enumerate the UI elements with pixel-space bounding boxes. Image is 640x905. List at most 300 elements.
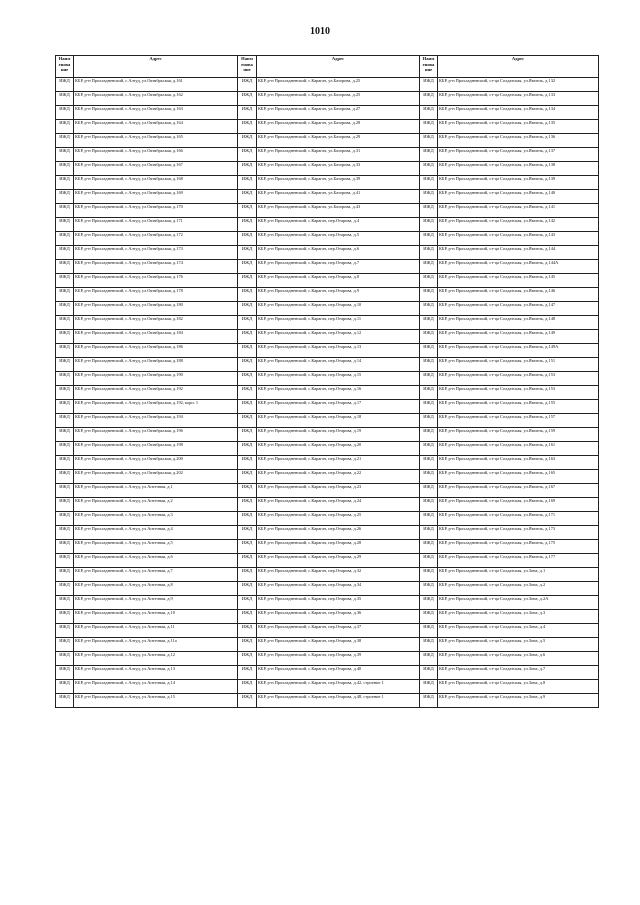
address-cell: КБР, р-н Прохладненский, ст-ца Солдатская, ул.Ямпель, д.139 <box>438 176 599 190</box>
address-cell: КБР, р-н Прохладненский, ст-ца Солдатская, ул.Ямпель, д.177 <box>438 554 599 568</box>
address-cell: КБР, р-н Прохладненский, ст-ца Солдатская, ул.Зона, д.5 <box>438 638 599 652</box>
building-type-cell: ИЖД <box>56 582 74 596</box>
address-cell: КБР, р-н Прохладненский, с.Алтуд, ул.Октябрьская, д.196 <box>74 428 238 442</box>
building-type-cell: ИЖД <box>238 526 257 540</box>
building-type-cell: ИЖД <box>56 148 74 162</box>
address-cell: КБР, р-н Прохладненский, с.Карагач, пер.Отарова, д.9 <box>257 288 420 302</box>
address-cell: КБР, р-н Прохладненский, с.Карагач, пер.Отарова, д.42, строение 1 <box>257 680 420 694</box>
table-row <box>56 246 599 260</box>
address-table-container <box>55 55 598 708</box>
building-type-cell: ИЖД <box>56 498 74 512</box>
building-type-cell: ИЖД <box>420 344 438 358</box>
address-cell: КБР, р-н Прохладненский, ст-ца Солдатская, ул.Зона, д.8 <box>438 680 599 694</box>
header-type-3: Наим енова ние <box>420 56 438 78</box>
building-type-cell: ИЖД <box>56 232 74 246</box>
address-cell: КБР, р-н Прохладненский, ст-ца Солдатская, ул.Ямпель, д.143 <box>438 232 599 246</box>
address-cell: КБР, р-н Прохладненский, ст-ца Солдатская, ул.Ямпель, д.145 <box>438 274 599 288</box>
address-cell: КБР, р-н Прохладненский, с.Карагач, пер.Отарова, д.15 <box>257 372 420 386</box>
table-row <box>56 218 599 232</box>
building-type-cell: ИЖД <box>56 120 74 134</box>
address-cell: КБР, р-н Прохладненский, ст-ца Солдатская, ул.Зона, д.1 <box>438 568 599 582</box>
table-row <box>56 106 599 120</box>
building-type-cell: ИЖД <box>238 428 257 442</box>
address-cell: КБР, р-н Прохладненский, с.Алтуд, ул.Октябрьская, д.168 <box>74 176 238 190</box>
header-type-2: Наим енова ние <box>238 56 257 78</box>
address-cell: КБР, р-н Прохладненский, ст-ца Солдатская, ул.Ямпель, д.132 <box>438 78 599 92</box>
address-cell: КБР, р-н Прохладненский, с.Карагач, пер.Отарова, д.28 <box>257 540 420 554</box>
building-type-cell: ИЖД <box>238 288 257 302</box>
building-type-cell: ИЖД <box>56 456 74 470</box>
address-cell: КБР, р-н Прохладненский, с.Карагач, пер.Отарова, д.35 <box>257 596 420 610</box>
address-cell: КБР, р-н Прохладненский, с.Алтуд, ул.Октябрьская, д.170 <box>74 204 238 218</box>
address-cell: КБР, р-н Прохладненский, с.Алтуд, ул.Октябрьская, д.200 <box>74 456 238 470</box>
address-cell: КБР, р-н Прохладненский, с.Карагач, пер.Отарова, д.26 <box>257 526 420 540</box>
building-type-cell: ИЖД <box>56 526 74 540</box>
address-cell: КБР, р-н Прохладненский, с.Алтуд, ул.Октябрьская, д.174 <box>74 260 238 274</box>
building-type-cell: ИЖД <box>420 400 438 414</box>
address-cell: КБР, р-н Прохладненский, ст-ца Солдатская, ул.Ямпель, д.142 <box>438 218 599 232</box>
address-cell: КБР, р-н Прохладненский, с.Алтуд, ул.Октябрьская, д.202 <box>74 470 238 484</box>
building-type-cell: ИЖД <box>238 582 257 596</box>
building-type-cell: ИЖД <box>56 414 74 428</box>
address-cell: КБР, р-н Прохладненский, с.Карагач, пер.Отарова, д.17 <box>257 400 420 414</box>
table-row <box>56 134 599 148</box>
building-type-cell: ИЖД <box>420 484 438 498</box>
address-cell: КБР, р-н Прохладненский, с.Карагач, ул.Базорова, д.41 <box>257 190 420 204</box>
address-cell: КБР, р-н Прохладненский, с.Карагач, пер.Отарова, д.32 <box>257 568 420 582</box>
building-type-cell: ИЖД <box>56 176 74 190</box>
address-cell: КБР, р-н Прохладненский, с.Карагач, пер.Отарова, д.12 <box>257 330 420 344</box>
address-cell: КБР, р-н Прохладненский, с.Карагач, ул.Базорова, д.29 <box>257 134 420 148</box>
building-type-cell: ИЖД <box>56 428 74 442</box>
table-row <box>56 428 599 442</box>
address-cell: КБР, р-н Прохладненский, с.Алтуд, ул.Аптечная, д.1 <box>74 484 238 498</box>
address-cell: КБР, р-н Прохладненский, с.Алтуд, ул.Октябрьская, д.182 <box>74 316 238 330</box>
address-cell: КБР, р-н Прохладненский, с.Алтуд, ул.Октябрьская, д.165 <box>74 134 238 148</box>
address-cell: КБР, р-н Прохладненский, с.Карагач, пер.Отарова, д.8 <box>257 274 420 288</box>
building-type-cell: ИЖД <box>420 512 438 526</box>
address-cell: КБР, р-н Прохладненский, ст-ца Солдатская, ул.Ямпель, д.133 <box>438 92 599 106</box>
address-cell: КБР, р-н Прохладненский, с.Карагач, пер.Отарова, д.6 <box>257 246 420 260</box>
building-type-cell: ИЖД <box>420 596 438 610</box>
building-type-cell: ИЖД <box>238 610 257 624</box>
header-address-3: Адрес <box>438 56 599 78</box>
address-cell: КБР, р-н Прохладненский, с.Алтуд, ул.Аптечная, д.15 <box>74 694 238 708</box>
building-type-cell: ИЖД <box>56 694 74 708</box>
page-number: 1010 <box>310 26 330 37</box>
building-type-cell: ИЖД <box>238 652 257 666</box>
building-type-cell: ИЖД <box>420 526 438 540</box>
building-type-cell: ИЖД <box>420 372 438 386</box>
address-cell: КБР, р-н Прохладненский, с.Алтуд, ул.Октябрьская, д.192 <box>74 386 238 400</box>
address-cell: КБР, р-н Прохладненский, ст-ца Солдатская, ул.Ямпель, д.153 <box>438 372 599 386</box>
building-type-cell: ИЖД <box>238 302 257 316</box>
building-type-cell: ИЖД <box>238 330 257 344</box>
table-row <box>56 358 599 372</box>
building-type-cell: ИЖД <box>420 176 438 190</box>
address-cell: КБР, р-н Прохладненский, с.Карагач, ул.Базорова, д.39 <box>257 176 420 190</box>
address-cell: КБР, р-н Прохладненский, ст-ца Солдатская, ул.Ямпель, д.144 <box>438 246 599 260</box>
building-type-cell: ИЖД <box>420 218 438 232</box>
address-cell: КБР, р-н Прохладненский, с.Алтуд, ул.Октябрьская, д.194 <box>74 414 238 428</box>
address-cell: КБР, р-н Прохладненский, с.Карагач, пер.Отарова, д.20 <box>257 442 420 456</box>
table-row <box>56 694 599 708</box>
address-cell: КБР, р-н Прохладненский, ст-ца Солдатская, ул.Зона, д.6 <box>438 652 599 666</box>
building-type-cell: ИЖД <box>238 190 257 204</box>
table-row <box>56 414 599 428</box>
address-cell: КБР, р-н Прохладненский, ст-ца Солдатская, ул.Ямпель, д.157 <box>438 414 599 428</box>
address-cell: КБР, р-н Прохладненский, с.Алтуд, ул.Аптечная, д.8 <box>74 582 238 596</box>
building-type-cell: ИЖД <box>238 162 257 176</box>
table-row <box>56 666 599 680</box>
building-type-cell: ИЖД <box>56 316 74 330</box>
address-cell: КБР, р-н Прохладненский, с.Алтуд, ул.Аптечная, д.11 <box>74 624 238 638</box>
building-type-cell: ИЖД <box>420 498 438 512</box>
address-cell: КБР, р-н Прохладненский, ст-ца Солдатская, ул.Ямпель, д.169 <box>438 498 599 512</box>
address-cell: КБР, р-н Прохладненский, с.Алтуд, ул.Аптечная, д.11а <box>74 638 238 652</box>
building-type-cell: ИЖД <box>56 246 74 260</box>
building-type-cell: ИЖД <box>56 400 74 414</box>
address-cell: КБР, р-н Прохладненский, с.Карагач, пер.Отарова, д.25 <box>257 512 420 526</box>
address-cell: КБР, р-н Прохладненский, с.Алтуд, ул.Октябрьская, д.173 <box>74 246 238 260</box>
address-cell: КБР, р-н Прохладненский, с.Алтуд, ул.Аптечная, д.7 <box>74 568 238 582</box>
address-cell: КБР, р-н Прохладненский, ст-ца Солдатская, ул.Ямпель, д.171 <box>438 512 599 526</box>
building-type-cell: ИЖД <box>56 330 74 344</box>
building-type-cell: ИЖД <box>56 386 74 400</box>
building-type-cell: ИЖД <box>420 694 438 708</box>
building-type-cell: ИЖД <box>420 92 438 106</box>
table-row <box>56 484 599 498</box>
table-row <box>56 176 599 190</box>
table-row <box>56 512 599 526</box>
building-type-cell: ИЖД <box>56 302 74 316</box>
address-cell: КБР, р-н Прохладненский, ст-ца Солдатская, ул.Зона, д.2 <box>438 582 599 596</box>
address-cell: КБР, р-н Прохладненский, с.Карагач, пер.Отарова, д.24 <box>257 498 420 512</box>
address-cell: КБР, р-н Прохладненский, с.Алтуд, ул.Октябрьская, д.162 <box>74 92 238 106</box>
table-row <box>56 582 599 596</box>
table-row <box>56 204 599 218</box>
table-row <box>56 526 599 540</box>
address-cell: КБР, р-н Прохладненский, с.Алтуд, ул.Октябрьская, д.198 <box>74 442 238 456</box>
address-cell: КБР, р-н Прохладненский, с.Карагач, пер.Отарова, д.36 <box>257 610 420 624</box>
building-type-cell: ИЖД <box>238 638 257 652</box>
table-row <box>56 624 599 638</box>
building-type-cell: ИЖД <box>56 442 74 456</box>
address-cell: КБР, р-н Прохладненский, с.Алтуд, ул.Аптечная, д.12 <box>74 652 238 666</box>
building-type-cell: ИЖД <box>238 596 257 610</box>
building-type-cell: ИЖД <box>56 638 74 652</box>
table-row <box>56 120 599 134</box>
building-type-cell: ИЖД <box>420 232 438 246</box>
table-row <box>56 498 599 512</box>
building-type-cell: ИЖД <box>56 204 74 218</box>
building-type-cell: ИЖД <box>238 218 257 232</box>
table-body <box>56 78 599 708</box>
address-cell: КБР, р-н Прохладненский, с.Карагач, пер.Отарова, д.21 <box>257 456 420 470</box>
building-type-cell: ИЖД <box>56 540 74 554</box>
address-cell: КБР, р-н Прохладненский, с.Алтуд, ул.Октябрьская, д.172 <box>74 232 238 246</box>
building-type-cell: ИЖД <box>420 540 438 554</box>
building-type-cell: ИЖД <box>420 78 438 92</box>
address-cell: КБР, р-н Прохладненский, с.Алтуд, ул.Октябрьская, д.184 <box>74 330 238 344</box>
address-cell: КБР, р-н Прохладненский, ст-ца Солдатская, ул.Ямпель, д.148 <box>438 316 599 330</box>
building-type-cell: ИЖД <box>238 400 257 414</box>
table-row <box>56 162 599 176</box>
table-header-row <box>56 56 599 78</box>
address-cell: КБР, р-н Прохладненский, с.Карагач, пер.Отарова, д.34 <box>257 582 420 596</box>
building-type-cell: ИЖД <box>238 120 257 134</box>
address-cell: КБР, р-н Прохладненский, с.Алтуд, ул.Октябрьская, д.164 <box>74 120 238 134</box>
building-type-cell: ИЖД <box>238 232 257 246</box>
building-type-cell: ИЖД <box>238 624 257 638</box>
building-type-cell: ИЖД <box>56 624 74 638</box>
building-type-cell: ИЖД <box>238 554 257 568</box>
address-cell: КБР, р-н Прохладненский, ст-ца Солдатская, ул.Ямпель, д.138 <box>438 162 599 176</box>
header-address-2: Адрес <box>257 56 420 78</box>
address-cell: КБР, р-н Прохладненский, ст-ца Солдатская, ул.Ямпель, д.135 <box>438 120 599 134</box>
table-row <box>56 470 599 484</box>
building-type-cell: ИЖД <box>238 498 257 512</box>
building-type-cell: ИЖД <box>238 540 257 554</box>
building-type-cell: ИЖД <box>420 442 438 456</box>
address-cell: КБР, р-н Прохладненский, ст-ца Солдатская, ул.Ямпель, д.175 <box>438 540 599 554</box>
building-type-cell: ИЖД <box>56 288 74 302</box>
building-type-cell: ИЖД <box>56 162 74 176</box>
address-cell: КБР, р-н Прохладненский, с.Карагач, ул.Базорова, д.28 <box>257 120 420 134</box>
building-type-cell: ИЖД <box>420 456 438 470</box>
address-cell: КБР, р-н Прохладненский, ст-ца Солдатская, ул.Ямпель, д.136 <box>438 134 599 148</box>
building-type-cell: ИЖД <box>420 386 438 400</box>
building-type-cell: ИЖД <box>56 470 74 484</box>
address-cell: КБР, р-н Прохладненский, ст-ца Солдатская, ул.Ямпель, д.144А <box>438 260 599 274</box>
table-row <box>56 302 599 316</box>
building-type-cell: ИЖД <box>238 176 257 190</box>
building-type-cell: ИЖД <box>420 666 438 680</box>
address-cell: КБР, р-н Прохладненский, ст-ца Солдатская, ул.Ямпель, д.149А <box>438 344 599 358</box>
building-type-cell: ИЖД <box>420 302 438 316</box>
building-type-cell: ИЖД <box>56 372 74 386</box>
address-cell: КБР, р-н Прохладненский, ст-ца Солдатская, ул.Ямпель, д.173 <box>438 526 599 540</box>
address-cell: КБР, р-н Прохладненский, с.Алтуд, ул.Аптечная, д.3 <box>74 512 238 526</box>
table-row <box>56 274 599 288</box>
building-type-cell: ИЖД <box>420 106 438 120</box>
building-type-cell: ИЖД <box>56 568 74 582</box>
table-row <box>56 232 599 246</box>
address-cell: КБР, р-н Прохладненский, ст-ца Солдатская, ул.Ямпель, д.159 <box>438 428 599 442</box>
address-cell: КБР, р-н Прохладненский, с.Алтуд, ул.Аптечная, д.14 <box>74 680 238 694</box>
header-type-1: Наим енова ние <box>56 56 74 78</box>
building-type-cell: ИЖД <box>238 442 257 456</box>
building-type-cell: ИЖД <box>56 260 74 274</box>
building-type-cell: ИЖД <box>420 190 438 204</box>
table-row <box>56 92 599 106</box>
building-type-cell: ИЖД <box>420 204 438 218</box>
table-row <box>56 400 599 414</box>
table-row <box>56 288 599 302</box>
building-type-cell: ИЖД <box>238 358 257 372</box>
address-cell: КБР, р-н Прохладненский, ст-ца Солдатская, ул.Зона, д.7 <box>438 666 599 680</box>
building-type-cell: ИЖД <box>238 568 257 582</box>
table-row <box>56 260 599 274</box>
building-type-cell: ИЖД <box>238 372 257 386</box>
address-cell: КБР, р-н Прохладненский, с.Карагач, пер.Отарова, д.37 <box>257 624 420 638</box>
address-cell: КБР, р-н Прохладненский, с.Карагач, пер.Отарова, д.16 <box>257 386 420 400</box>
building-type-cell: ИЖД <box>238 666 257 680</box>
building-type-cell: ИЖД <box>420 288 438 302</box>
address-cell: КБР, р-н Прохладненский, ст-ца Солдатская, ул.Зона, д.4 <box>438 624 599 638</box>
building-type-cell: ИЖД <box>420 582 438 596</box>
address-cell: КБР, р-н Прохладненский, с.Карагач, ул.Базорова, д.25 <box>257 92 420 106</box>
building-type-cell: ИЖД <box>420 120 438 134</box>
table-row <box>56 680 599 694</box>
address-cell: КБР, р-н Прохладненский, с.Алтуд, ул.Октябрьская, д.161 <box>74 78 238 92</box>
building-type-cell: ИЖД <box>420 316 438 330</box>
address-cell: КБР, р-н Прохладненский, с.Алтуд, ул.Октябрьская, д.166 <box>74 148 238 162</box>
building-type-cell: ИЖД <box>238 344 257 358</box>
building-type-cell: ИЖД <box>56 106 74 120</box>
building-type-cell: ИЖД <box>56 596 74 610</box>
address-cell: КБР, р-н Прохладненский, с.Карагач, пер.Отарова, д.48, строение 1 <box>257 694 420 708</box>
address-cell: КБР, р-н Прохладненский, ст-ца Солдатская, ул.Зона, д.9 <box>438 694 599 708</box>
building-type-cell: ИЖД <box>238 680 257 694</box>
address-cell: КБР, р-н Прохладненский, с.Карагач, пер.Отарова, д.14 <box>257 358 420 372</box>
address-cell: КБР, р-н Прохладненский, с.Карагач, пер.Отарова, д.11 <box>257 316 420 330</box>
address-cell: КБР, р-н Прохладненский, с.Карагач, пер.Отарова, д.39 <box>257 652 420 666</box>
address-cell: КБР, р-н Прохладненский, с.Алтуд, ул.Октябрьская, д.186 <box>74 344 238 358</box>
address-cell: КБР, р-н Прохладненский, ст-ца Солдатская, ул.Зона, д.2А <box>438 596 599 610</box>
address-cell: КБР, р-н Прохладненский, с.Карагач, пер.Отарова, д.7 <box>257 260 420 274</box>
address-cell: КБР, р-н Прохладненский, с.Карагач, ул.Базорова, д.27 <box>257 106 420 120</box>
address-cell: КБР, р-н Прохладненский, с.Алтуд, ул.Октябрьская, д.178 <box>74 288 238 302</box>
table-row <box>56 190 599 204</box>
building-type-cell: ИЖД <box>420 652 438 666</box>
address-cell: КБР, р-н Прохладненский, с.Алтуд, ул.Аптечная, д.4 <box>74 526 238 540</box>
building-type-cell: ИЖД <box>238 386 257 400</box>
address-cell: КБР, р-н Прохладненский, ст-ца Солдатская, ул.Ямпель, д.141 <box>438 204 599 218</box>
address-cell: КБР, р-н Прохладненский, с.Карагач, пер.Отарова, д.38 <box>257 638 420 652</box>
table-row <box>56 540 599 554</box>
address-cell: КБР, р-н Прохладненский, ст-ца Солдатская, ул.Зона, д.3 <box>438 610 599 624</box>
address-cell: КБР, р-н Прохладненский, ст-ца Солдатская, ул.Ямпель, д.134 <box>438 106 599 120</box>
building-type-cell: ИЖД <box>238 484 257 498</box>
table-row <box>56 610 599 624</box>
building-type-cell: ИЖД <box>238 106 257 120</box>
address-cell: КБР, р-н Прохладненский, ст-ца Солдатская, ул.Ямпель, д.167 <box>438 484 599 498</box>
building-type-cell: ИЖД <box>420 680 438 694</box>
address-cell: КБР, р-н Прохладненский, ст-ца Солдатская, ул.Ямпель, д.149 <box>438 330 599 344</box>
table-row <box>56 652 599 666</box>
address-cell: КБР, р-н Прохладненский, ст-ца Солдатская, ул.Ямпель, д.137 <box>438 148 599 162</box>
address-cell: КБР, р-н Прохладненский, с.Алтуд, ул.Октябрьская, д.188 <box>74 358 238 372</box>
building-type-cell: ИЖД <box>420 624 438 638</box>
building-type-cell: ИЖД <box>238 134 257 148</box>
address-cell: КБР, р-н Прохладненский, с.Карагач, пер.Отарова, д.23 <box>257 484 420 498</box>
building-type-cell: ИЖД <box>238 148 257 162</box>
address-cell: КБР, р-н Прохладненский, с.Алтуд, ул.Октябрьская, д.192, корп. 1 <box>74 400 238 414</box>
building-type-cell: ИЖД <box>56 652 74 666</box>
building-type-cell: ИЖД <box>238 204 257 218</box>
table-row <box>56 638 599 652</box>
address-cell: КБР, р-н Прохладненский, с.Карагач, пер.Отарова, д.19 <box>257 428 420 442</box>
table-row <box>56 78 599 92</box>
address-cell: КБР, р-н Прохладненский, ст-ца Солдатская, ул.Ямпель, д.153 <box>438 386 599 400</box>
building-type-cell: ИЖД <box>56 218 74 232</box>
table-row <box>56 596 599 610</box>
building-type-cell: ИЖД <box>420 134 438 148</box>
building-type-cell: ИЖД <box>56 512 74 526</box>
table-row <box>56 372 599 386</box>
address-cell: КБР, р-н Прохладненский, с.Карагач, ул.Базорова, д.33 <box>257 162 420 176</box>
address-cell: КБР, р-н Прохладненский, с.Алтуд, ул.Октябрьская, д.176 <box>74 274 238 288</box>
table-row <box>56 456 599 470</box>
address-cell: КБР, р-н Прохладненский, с.Алтуд, ул.Октябрьская, д.171 <box>74 218 238 232</box>
building-type-cell: ИЖД <box>56 680 74 694</box>
address-cell: КБР, р-н Прохладненский, с.Алтуд, ул.Аптечная, д.10 <box>74 610 238 624</box>
address-table <box>55 55 599 708</box>
building-type-cell: ИЖД <box>56 610 74 624</box>
address-cell: КБР, р-н Прохладненский, с.Алтуд, ул.Октябрьская, д.163 <box>74 106 238 120</box>
address-cell: КБР, р-н Прохладненский, ст-ца Солдатская, ул.Ямпель, д.147 <box>438 302 599 316</box>
address-cell: КБР, р-н Прохладненский, ст-ца Солдатская, ул.Ямпель, д.161 <box>438 442 599 456</box>
address-cell: КБР, р-н Прохладненский, с.Карагач, ул.Базорова, д.43 <box>257 204 420 218</box>
building-type-cell: ИЖД <box>420 638 438 652</box>
table-row <box>56 554 599 568</box>
header-address-1: Адрес <box>74 56 238 78</box>
address-cell: КБР, р-н Прохладненский, с.Карагач, пер.Отарова, д.40 <box>257 666 420 680</box>
address-cell: КБР, р-н Прохладненский, с.Алтуд, ул.Аптечная, д.5 <box>74 540 238 554</box>
building-type-cell: ИЖД <box>56 92 74 106</box>
building-type-cell: ИЖД <box>56 554 74 568</box>
building-type-cell: ИЖД <box>420 568 438 582</box>
address-cell: КБР, р-н Прохладненский, ст-ца Солдатская, ул.Ямпель, д.155 <box>438 400 599 414</box>
table-row <box>56 148 599 162</box>
building-type-cell: ИЖД <box>56 344 74 358</box>
building-type-cell: ИЖД <box>56 358 74 372</box>
building-type-cell: ИЖД <box>420 358 438 372</box>
address-cell: КБР, р-н Прохладненский, с.Карагач, пер.Отарова, д.5 <box>257 232 420 246</box>
address-cell: КБР, р-н Прохладненский, с.Алтуд, ул.Аптечная, д.2 <box>74 498 238 512</box>
table-row <box>56 442 599 456</box>
address-cell: КБР, р-н Прохладненский, с.Алтуд, ул.Аптечная, д.6 <box>74 554 238 568</box>
address-cell: КБР, р-н Прохладненский, с.Алтуд, ул.Аптечная, д.13 <box>74 666 238 680</box>
building-type-cell: ИЖД <box>238 260 257 274</box>
building-type-cell: ИЖД <box>420 554 438 568</box>
building-type-cell: ИЖД <box>238 92 257 106</box>
address-cell: КБР, р-н Прохладненский, с.Карагач, пер.Отарова, д.22 <box>257 470 420 484</box>
building-type-cell: ИЖД <box>56 484 74 498</box>
building-type-cell: ИЖД <box>238 316 257 330</box>
building-type-cell: ИЖД <box>420 610 438 624</box>
building-type-cell: ИЖД <box>56 274 74 288</box>
table-row <box>56 330 599 344</box>
building-type-cell: ИЖД <box>420 162 438 176</box>
building-type-cell: ИЖД <box>238 246 257 260</box>
building-type-cell: ИЖД <box>56 134 74 148</box>
building-type-cell: ИЖД <box>238 512 257 526</box>
table-row <box>56 386 599 400</box>
address-cell: КБР, р-н Прохладненский, ст-ца Солдатская, ул.Ямпель, д.140 <box>438 190 599 204</box>
building-type-cell: ИЖД <box>56 78 74 92</box>
address-cell: КБР, р-н Прохладненский, ст-ца Солдатская, ул.Ямпель, д.151 <box>438 358 599 372</box>
building-type-cell: ИЖД <box>420 470 438 484</box>
building-type-cell: ИЖД <box>238 694 257 708</box>
building-type-cell: ИЖД <box>420 428 438 442</box>
building-type-cell: ИЖД <box>238 414 257 428</box>
table-row <box>56 344 599 358</box>
address-cell: КБР, р-н Прохладненский, с.Карагач, пер.Отарова, д.13 <box>257 344 420 358</box>
address-cell: КБР, р-н Прохладненский, с.Карагач, пер.Отарова, д.10 <box>257 302 420 316</box>
address-cell: КБР, р-н Прохладненский, с.Алтуд, ул.Октябрьская, д.180 <box>74 302 238 316</box>
